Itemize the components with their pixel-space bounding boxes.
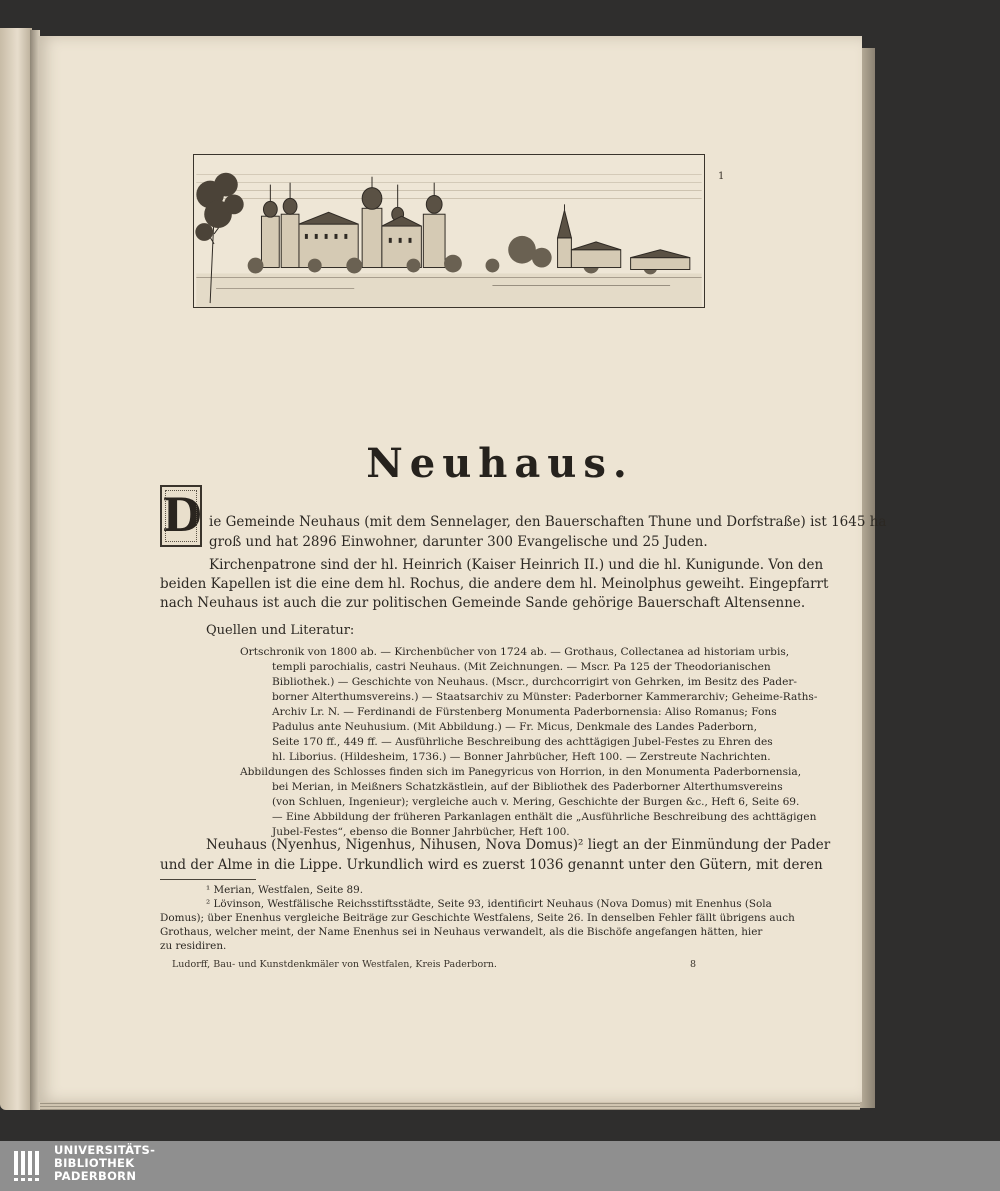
library-name-line: UNIVERSITÄTS- bbox=[54, 1143, 156, 1157]
footnote: ² Lövinson, Westfälische Reichsstiftsstädte, Seite 93, identificirt Neuhaus (Nova Domus) mit Enenhus (Sola bbox=[206, 898, 772, 910]
footnote: zu residiren. bbox=[160, 940, 227, 952]
patrons-line: Kirchenpatrone sind der hl. Heinrich (Kaiser Heinrich II.) und die hl. Kunigunde. Von den bbox=[209, 557, 824, 573]
source-line: templi parochialis, castri Neuhaus. (Mit Zeichnungen. — Mscr. Pa 125 der Theodorianischen bbox=[272, 661, 771, 673]
footnote: Domus); über Enenhus vergleiche Beiträge zur Geschichte Westfalens, Seite 26. In denselben Fehler fällt übrigens auch bbox=[160, 912, 795, 924]
footnote-rule bbox=[160, 879, 256, 880]
intro-line: groß und hat 2896 Einwohner, darunter 300 Evangelische und 25 Juden. bbox=[209, 534, 708, 550]
source-line: (von Schluen, Ingenieur); vergleiche auch v. Mering, Geschichte der Burgen &c., Heft 6, Seite 69. bbox=[272, 796, 800, 808]
source-line: — Eine Abbildung der früheren Parkanlagen enthält die „Ausführliche Beschreibung des achttägigen bbox=[272, 811, 817, 823]
library-name-line: PADERBORN bbox=[54, 1169, 137, 1183]
library-name-line: BIBLIOTHEK bbox=[54, 1156, 135, 1170]
main-text-line: Neuhaus (Nyenhus, Nigenhus, Nihusen, Nova Domus)² liegt an der Einmündung der Pader bbox=[206, 837, 831, 853]
previous-page-edge bbox=[0, 28, 32, 1110]
footnote: ¹ Merian, Westfalen, Seite 89. bbox=[206, 884, 364, 896]
sources-heading: Quellen und Literatur: bbox=[206, 623, 355, 638]
library-name bbox=[54, 1144, 155, 1183]
library-bar bbox=[0, 1141, 1000, 1191]
neuhaus-engraving bbox=[193, 154, 705, 308]
source-line: Abbildungen des Schlosses finden sich im Panegyricus von Horrion, in den Monumenta Paderbornensia, bbox=[240, 766, 802, 778]
main-text-line: und der Alme in die Lippe. Urkundlich wird es zuerst 1036 genannt unter den Gütern, mit deren bbox=[160, 857, 823, 873]
source-line: hl. Liborius. (Hildesheim, 1736.) — Bonner Jahrbücher, Heft 100. — Zerstreute Nachrichten. bbox=[272, 751, 771, 763]
source-line: Archiv Lr. N. — Ferdinandi de Fürstenberg Monumenta Paderbornensia: Aliso Romanus; Fons bbox=[272, 706, 777, 718]
patrons-line: beiden Kapellen ist die eine dem hl. Rochus, die andere dem hl. Meinolphus geweiht. Eingepfarrt bbox=[160, 576, 829, 592]
source-line: Ortschronik von 1800 ab. — Kirchenbücher von 1724 ab. — Grothaus, Collectanea ad historiam urbis, bbox=[240, 646, 790, 658]
source-line: Bibliothek.) — Geschichte von Neuhaus. (Mscr., durchcorrigirt von Gehrken, im Besitz des Pader- bbox=[272, 676, 798, 688]
drop-cap: D bbox=[160, 485, 202, 547]
source-line: Seite 170 ff., 449 ff. — Ausführliche Beschreibung des achttägigen Jubel-Festes zu Ehren des bbox=[272, 736, 773, 748]
source-line: bei Merian, in Meißners Schatzkästlein, auf der Bibliothek des Paderborner Alterthumsvereins bbox=[272, 781, 783, 793]
intro-line: ie Gemeinde Neuhaus (mit dem Sennelager, den Bauerschaften Thune und Dorfstraße) ist 1645 ha bbox=[209, 514, 887, 530]
running-footer: Ludorff, Bau- und Kunstdenkmäler von Westfalen, Kreis Paderborn. bbox=[172, 959, 497, 970]
library-logo-icon bbox=[12, 1149, 46, 1183]
page-title: Neuhaus. bbox=[366, 440, 634, 487]
footnote: Grothaus, welcher meint, der Name Enenhus sei in Neuhaus verwandelt, als die Bischöfe angefangen hätten, hier bbox=[160, 926, 763, 938]
source-line: Jubel-Festes“, ebenso die Bonner Jahrbücher, Heft 100. bbox=[272, 826, 570, 838]
patrons-line: nach Neuhaus ist auch die zur politischen Gemeinde Sande gehörige Bauerschaft Altensenne. bbox=[160, 595, 806, 611]
page-number: 8 bbox=[690, 959, 697, 970]
source-line: Padulus ante Neuhusium. (Mit Abbildung.) — Fr. Micus, Denkmale des Landes Paderborn, bbox=[272, 721, 757, 733]
plate-number: 1 bbox=[718, 171, 725, 182]
source-line: borner Alterthumsvereins.) — Staatsarchiv zu Münster: Paderborner Kammerarchiv; Geheime-Raths- bbox=[272, 691, 818, 703]
